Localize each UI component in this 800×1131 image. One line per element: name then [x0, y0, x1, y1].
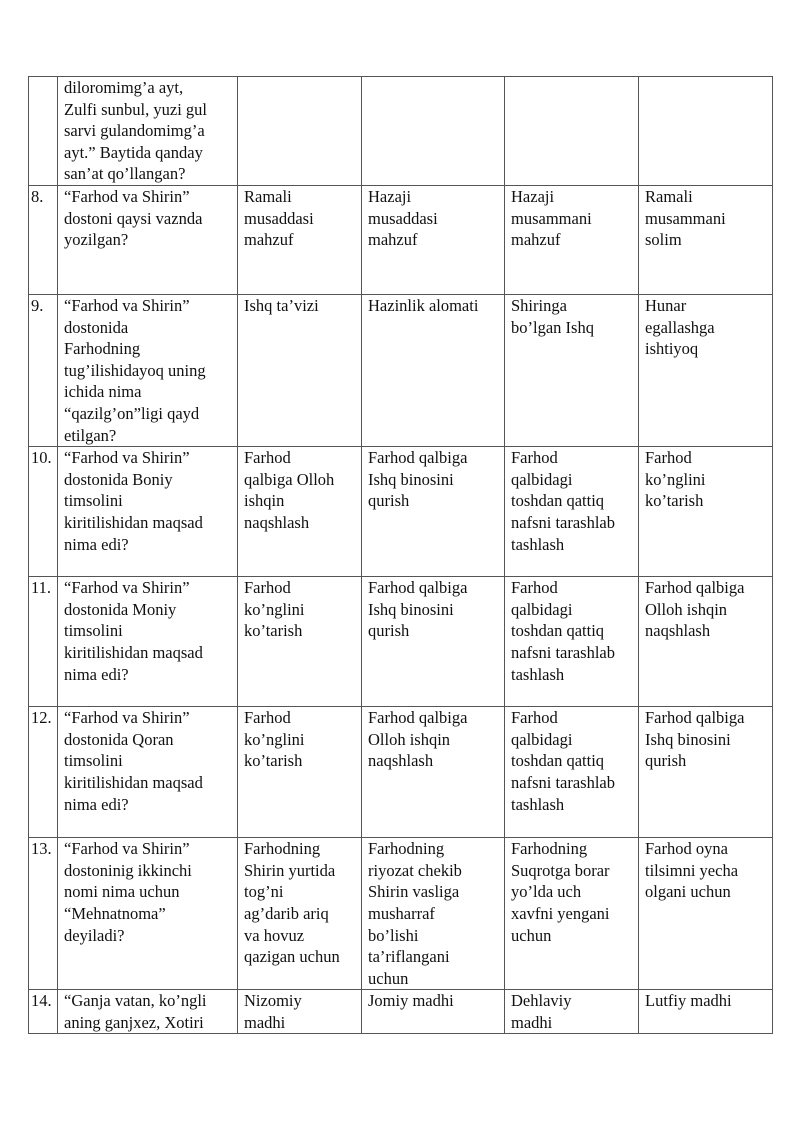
answer-option-a: Farhod qalbiga Olloh ishqin naqshlash — [238, 447, 362, 577]
quiz-table — [28, 76, 773, 1034]
answer-option-d: Hunar egallashga ishtiyoq — [639, 294, 773, 446]
answer-option-c: Hazaji musammani mahzuf — [505, 185, 639, 294]
answer-option-b: Farhod qalbiga Ishq binosini qurish — [362, 447, 505, 577]
answer-option-b: Hazinlik alomati — [362, 294, 505, 446]
answer-option-b: Jomiy madhi — [362, 990, 505, 1034]
answer-option-c: Farhod qalbidagi toshdan qattiq nafsni tarashlab tashlash — [505, 707, 639, 838]
question-number — [29, 77, 58, 186]
question-text: “Farhod va Shirin” dostonida Boniy timsolini kiritilishidan maqsad nima edi? — [58, 447, 238, 577]
question-text: diloromimg’a ayt, Zulfi sunbul, yuzi gul sarvi gulandomimg’a ayt.” Baytida qanday san’at qo’llangan? — [58, 77, 238, 186]
answer-option-c: Dehlaviy madhi — [505, 990, 639, 1034]
table-row — [29, 447, 773, 577]
answer-option-c: Farhodning Suqrotga borar yo’lda uch xavfni yengani uchun — [505, 838, 639, 990]
answer-option-d: Farhod qalbiga Olloh ishqin naqshlash — [639, 577, 773, 707]
answer-option-d — [639, 77, 773, 186]
answer-option-a: Farhod ko’nglini ko’tarish — [238, 707, 362, 838]
answer-option-d: Farhod oyna tilsimni yecha olgani uchun — [639, 838, 773, 990]
answer-option-d: Farhod ko’nglini ko’tarish — [639, 447, 773, 577]
answer-option-b — [362, 77, 505, 186]
answer-option-d: Farhod qalbiga Ishq binosini qurish — [639, 707, 773, 838]
table-row — [29, 577, 773, 707]
answer-option-d: Lutfiy madhi — [639, 990, 773, 1034]
question-number: 10. — [29, 447, 58, 577]
question-number: 14. — [29, 990, 58, 1034]
question-number: 11. — [29, 577, 58, 707]
answer-option-a: Ramali musaddasi mahzuf — [238, 185, 362, 294]
answer-option-b: Hazaji musaddasi mahzuf — [362, 185, 505, 294]
question-number: 13. — [29, 838, 58, 990]
answer-option-a: Farhod ko’nglini ko’tarish — [238, 577, 362, 707]
question-text: “Farhod va Shirin” dostonida Farhodning tug’ilishidayoq uning ichida nima “qazilg’on”ligi qayd etilgan? — [58, 294, 238, 446]
table-row — [29, 77, 773, 186]
table-row — [29, 294, 773, 446]
answer-option-b: Farhodning riyozat chekib Shirin vasliga musharraf bo’lishi ta’riflangani uchun — [362, 838, 505, 990]
table-row — [29, 707, 773, 838]
question-text: “Farhod va Shirin” dostoninig ikkinchi nomi nima uchun “Mehnatnoma” deyiladi? — [58, 838, 238, 990]
table-row — [29, 990, 773, 1034]
question-text: “Ganja vatan, ko’ngli aning ganjxez, Xotiri — [58, 990, 238, 1034]
answer-option-a — [238, 77, 362, 186]
answer-option-a: Farhodning Shirin yurtida tog’ni ag’darib ariq va hovuz qazigan uchun — [238, 838, 362, 990]
answer-option-c: Farhod qalbidagi toshdan qattiq nafsni tarashlab tashlash — [505, 577, 639, 707]
question-number: 8. — [29, 185, 58, 294]
question-text: “Farhod va Shirin” dostonida Moniy timsolini kiritilishidan maqsad nima edi? — [58, 577, 238, 707]
answer-option-a: Ishq ta’vizi — [238, 294, 362, 446]
question-text: “Farhod va Shirin” dostonida Qoran timsolini kiritilishidan maqsad nima edi? — [58, 707, 238, 838]
question-number: 9. — [29, 294, 58, 446]
table-row — [29, 185, 773, 294]
table-row — [29, 838, 773, 990]
answer-option-c: Farhod qalbidagi toshdan qattiq nafsni tarashlab tashlash — [505, 447, 639, 577]
answer-option-d: Ramali musammani solim — [639, 185, 773, 294]
answer-option-b: Farhod qalbiga Ishq binosini qurish — [362, 577, 505, 707]
answer-option-c: Shiringa bo’lgan Ishq — [505, 294, 639, 446]
question-text: “Farhod va Shirin” dostoni qaysi vaznda yozilgan? — [58, 185, 238, 294]
question-number: 12. — [29, 707, 58, 838]
answer-option-a: Nizomiy madhi — [238, 990, 362, 1034]
answer-option-c — [505, 77, 639, 186]
answer-option-b: Farhod qalbiga Olloh ishqin naqshlash — [362, 707, 505, 838]
